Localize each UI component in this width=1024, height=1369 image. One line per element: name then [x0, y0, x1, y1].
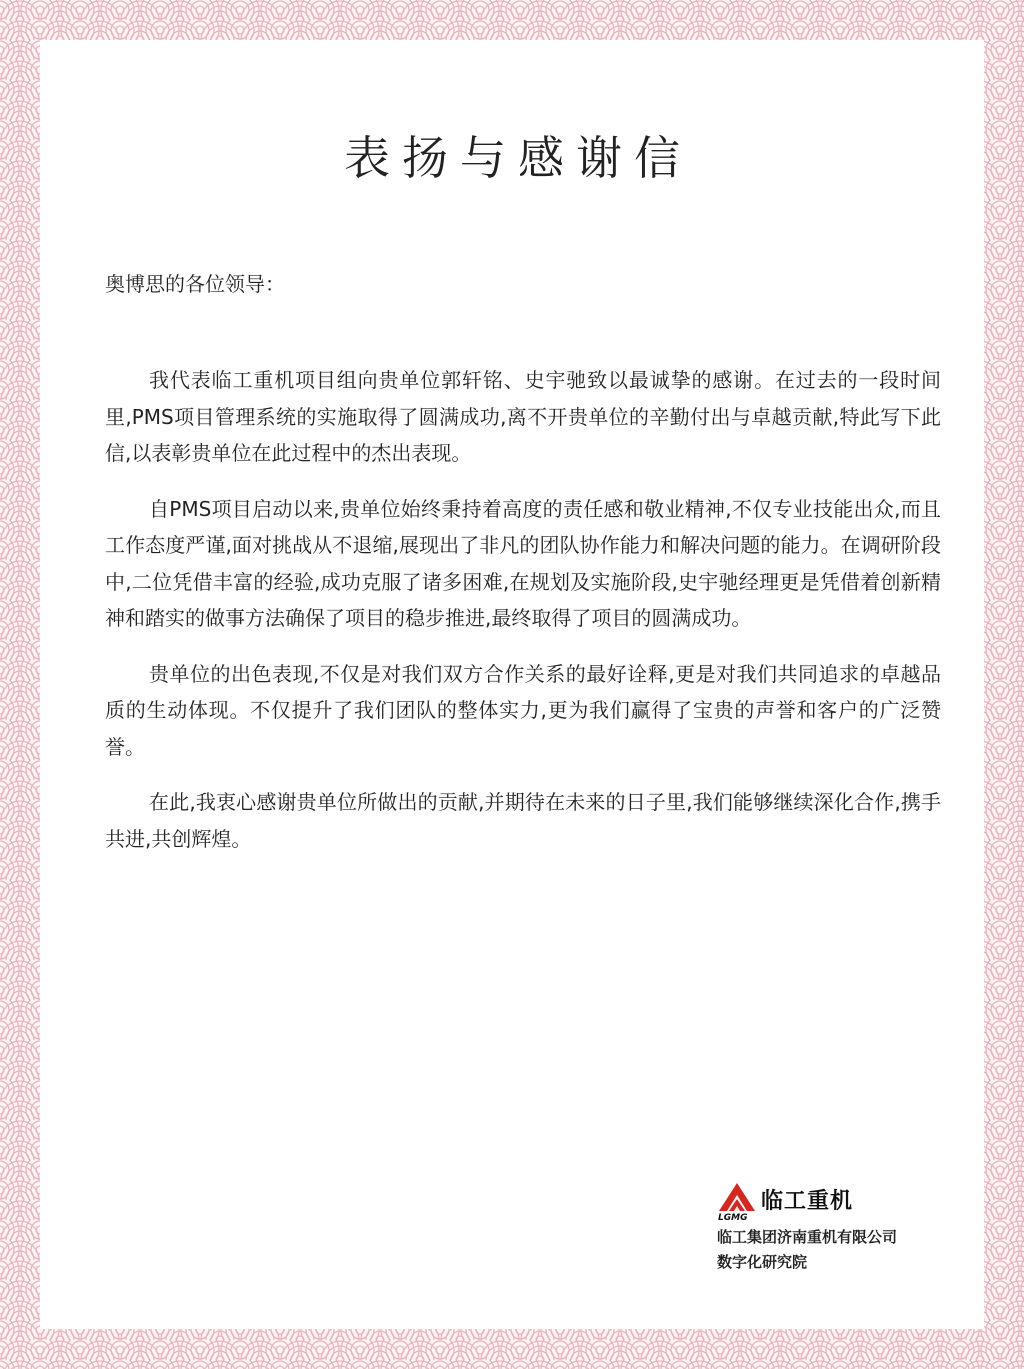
body-paragraph-4: 在此,我衷心感谢贵单位所做出的贡献,并期待在未来的日子里,我们能够继续深化合作,携手共进,共创辉煌。	[105, 790, 941, 851]
letter-body	[105, 362, 941, 876]
logo-abbr: LGMG	[718, 1213, 748, 1221]
organization-name: 临工集团济南重机有限公司	[717, 1228, 898, 1246]
logo-name: 临工重机	[761, 1189, 854, 1214]
body-paragraph-1: 我代表临工重机项目组向贵单位郭轩铭、史宇驰致以最诚挚的感谢。在过去的一段时间里,PMS项目管理系统的实施取得了圆满成功,离不开贵单位的辛勤付出与卓越贡献,特此写下此信,以表彰贵单位在此过程中的杰出表现。	[105, 368, 941, 465]
signature-block	[717, 1181, 977, 1275]
department-name: 数字化研究院	[717, 1253, 808, 1271]
body-paragraph-2: 自PMS项目启动以来,贵单位始终秉持着高度的责任感和敬业精神,不仅专业技能出众,而且工作态度严谨,面对挑战从不退缩,展现出了非凡的团队协作能力和解决问题的能力。在调研阶段中,二位凭借丰富的经验,成功克服了诸多困难,在规划及实施阶段,史宇驰经理更是凭借着创新精神和踏实的做事方法确保了项目的稳步推进,最终取得了项目的圆满成功。	[105, 496, 941, 630]
body-paragraph-3: 贵单位的出色表现,不仅是对我们双方合作关系的最好诠释,更是对我们共同追求的卓越品质的生动体现。不仅提升了我们团队的整体实力,更为我们赢得了宝贵的声誉和客户的广泛赞誉。	[105, 661, 941, 759]
letter-salutation: 奥博思的各位领导：	[105, 272, 285, 296]
letter-title: 表扬与感谢信	[344, 131, 692, 185]
lgmg-logo-icon	[717, 1181, 759, 1221]
company-logo	[717, 1181, 977, 1223]
